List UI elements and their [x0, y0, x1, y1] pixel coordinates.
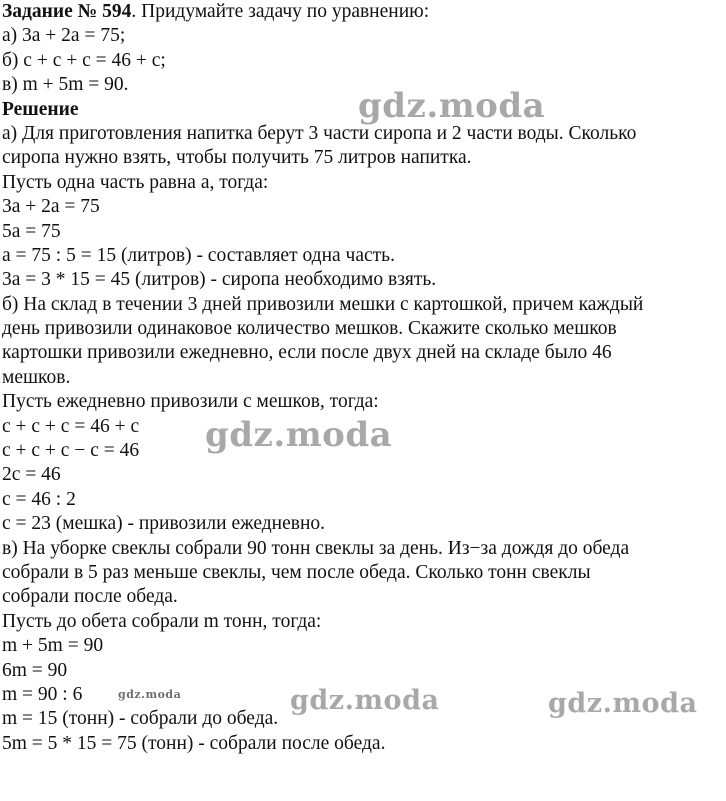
task-prompt: . Придумайте задачу по уравнению: [131, 1, 430, 22]
part-c-line: m = 90 : 6 [2, 683, 83, 705]
part-c-line: m + 5m = 90 [2, 635, 104, 657]
watermark-logo: gdz.moda [290, 685, 440, 716]
part-a-line: 5a = 75 [2, 220, 61, 242]
part-a-line: а) Для приготовления напитка берут 3 части сиропа и 2 части воды. Сколько [2, 122, 637, 144]
part-c-line: в) На уборке свеклы собрали 90 тонн свеклы за день. Из−за дождя до обеда [2, 537, 630, 559]
part-b-line: c = 46 : 2 [2, 488, 76, 510]
part-b-line: Пусть ежедневно привозили c мешков, тогда: [2, 391, 379, 413]
solution-part-a [2, 122, 724, 293]
part-b-line: c + c + c = 46 + c [2, 415, 140, 437]
equation-b: б) c + c + c = 46 + c; [2, 49, 166, 71]
part-c-line: 5m = 5 * 15 = 75 (тонн) - собрали после обеда. [2, 732, 386, 754]
part-a-line: a = 75 : 5 = 15 (литров) - составляет одна часть. [2, 244, 395, 266]
part-c-line: m = 15 (тонн) - собрали до обеда. [2, 708, 279, 730]
part-c-line: собрали после обеда. [2, 586, 178, 608]
part-a-line: сиропа нужно взять, чтобы получить 75 литров напитка. [2, 147, 472, 169]
equation-a: а) 3a + 2a = 75; [2, 25, 126, 47]
part-b-line: c = 23 (мешка) - привозили ежедневно. [2, 513, 326, 535]
task-header [2, 0, 724, 24]
equation-c: в) m + 5m = 90. [2, 74, 129, 96]
task-number: Задание № 594 [2, 1, 132, 22]
part-a-line: 3a = 3 * 15 = 45 (литров) - сиропа необходимо взять. [2, 269, 437, 291]
part-b-line: c + c + c − c = 46 [2, 440, 140, 462]
part-c-line: собрали в 5 раз меньше свеклы, чем после обеда. Сколько тонн свеклы [2, 561, 591, 583]
solution-part-c [2, 537, 724, 757]
part-a-line: Пусть одна часть равна a, тогда: [2, 171, 269, 193]
part-c-line: Пусть до обета собрали m тонн, тогда: [2, 610, 322, 632]
part-b-line: мешков. [2, 366, 71, 388]
watermark-logo: gdz.moda [548, 688, 698, 719]
watermark-logo-small: gdz.moda [118, 688, 182, 701]
part-c-line: 6m = 90 [2, 659, 68, 681]
watermark-logo: gdz.moda [205, 415, 393, 455]
part-b-line: картошки привозили ежедневно, если после двух дней на складе было 46 [2, 342, 612, 364]
part-b-line: день привозили одинаковое количество мешков. Скажите сколько мешков [2, 318, 617, 340]
watermark-logo: gdz.moda [358, 86, 546, 126]
part-b-line: б) На склад в течении 3 дней привозили мешки с картошкой, причем каждый [2, 293, 644, 315]
part-b-line: 2c = 46 [2, 464, 61, 486]
solution-heading: Решение [2, 98, 79, 120]
part-a-line: 3a + 2a = 75 [2, 196, 100, 218]
